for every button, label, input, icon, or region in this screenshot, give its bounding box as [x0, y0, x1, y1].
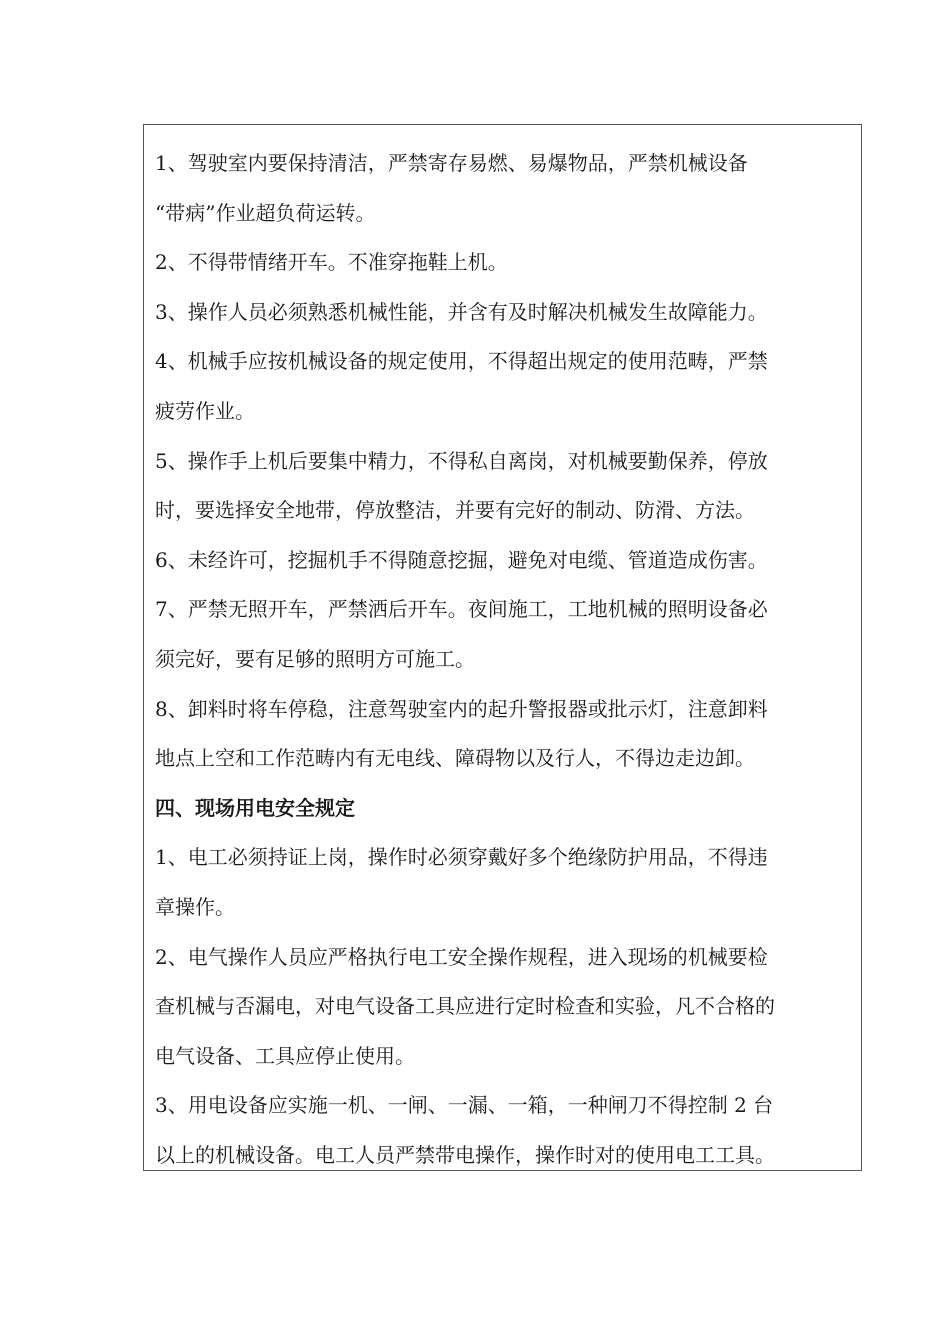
text-line: 1、电工必须持证上岗，操作时必须穿戴好多个绝缘防护用品，不得违 [155, 845, 768, 870]
text-line: 查机械与否漏电，对电气设备工具应进行定时检查和实验，凡不合格的 [155, 994, 775, 1019]
text-line: 7、严禁无照开车，严禁洒后开车。夜间施工，工地机械的照明设备必 [155, 597, 768, 622]
text-line: 电气设备、工具应停止使用。 [155, 1043, 415, 1068]
text-line: 以上的机械设备。电工人员严禁带电操作，操作时对的使用电工工具。 [155, 1142, 775, 1167]
text-line: 疲劳作业。 [155, 398, 255, 423]
text-line: 须完好，要有足够的照明方可施工。 [155, 646, 475, 671]
content-table-cell [143, 124, 862, 1171]
text-line: 2、不得带情绪开车。不准穿拖鞋上机。 [155, 250, 508, 275]
text-line: 1、驾驶室内要保持清洁，严禁寄存易燃、易爆物品，严禁机械设备 [155, 151, 748, 175]
text-line: 4、机械手应按机械设备的规定使用，不得超出规定的使用范畴，严禁 [155, 349, 768, 374]
text-line: 5、操作手上机后要集中精力，不得私自离岗，对机械要勤保养，停放 [155, 448, 768, 473]
text-line: 3、用电设备应实施一机、一闸、一漏、一箱，一种闸刀不得控制 2 台 [155, 1093, 774, 1118]
text-line: 6、未经许可，挖掘机手不得随意挖掘，避免对电缆、管道造成伤害。 [155, 547, 768, 572]
text-line: 时，要选择安全地带，停放整洁，并要有完好的制动、防滑、方法。 [155, 498, 755, 523]
text-line: 2、电气操作人员应严格执行电工安全操作规程，进入现场的机械要检 [155, 944, 768, 969]
text-line: 8、卸料时将车停稳，注意驾驶室内的起升警报器或批示灯，注意卸料 [155, 696, 768, 721]
text-line: 3、操作人员必须熟悉机械性能，并含有及时解决机械发生故障能力。 [155, 299, 768, 324]
text-line: 章操作。 [155, 894, 235, 919]
text-line: 地点上空和工作范畴内有无电线、障碍物以及行人，不得边走边卸。 [155, 746, 755, 771]
text-line: “带病”作业超负荷运转。 [155, 200, 376, 225]
section-heading: 四、现场用电安全规定 [155, 795, 355, 820]
